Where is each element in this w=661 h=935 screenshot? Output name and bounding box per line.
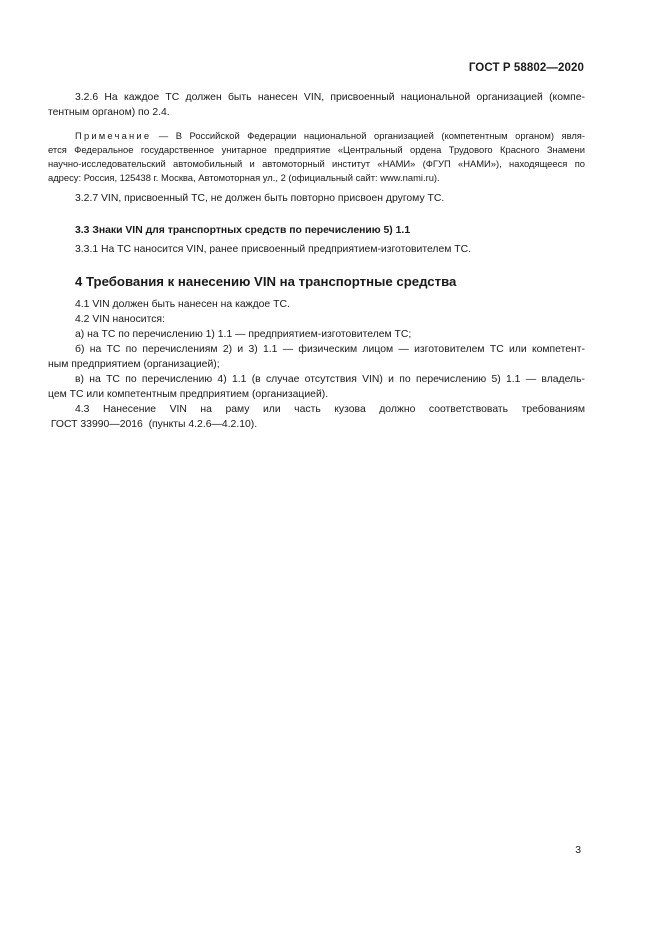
note-line1	[48, 129, 585, 143]
section-heading-3-3: 3.3 Знаки VIN для транспортных средств по перечислению 5) 1.1	[75, 225, 411, 236]
list-item-4-2-v-line2: цем ТС или компетентным предприятием (организацией).	[48, 389, 329, 400]
note-line2: ется Федеральное государственное унитарное предприятие «Центральный ордена Трудового Красного Знамени	[48, 144, 585, 155]
note-line4: адресу: Россия, 125438 г. Москва, Автомоторная ул., 2 (официальный сайт: www.nami.ru).	[48, 172, 440, 183]
paragraph-4-3-line1: 4.3 Нанесение VIN на раму или часть кузова должно соответствовать требованиям	[75, 404, 585, 415]
spacer	[48, 120, 585, 129]
paragraph-4-3-line2: ГОСТ 33990—2016 (пункты 4.2.6—4.2.10).	[48, 419, 258, 430]
list-item-4-2-a: а) на ТС по перечислению 1) 1.1 — предприятием-изготовителем ТС;	[75, 329, 412, 340]
page-number: 3	[575, 845, 581, 856]
paragraph-3-2-6-line2: тентным органом) по 2.4.	[48, 107, 170, 118]
paragraph-3-2-7: 3.2.7 VIN, присвоенный ТС, не должен быть повторно присвоен другому ТС.	[75, 193, 445, 204]
section-heading-4: 4 Требования к нанесению VIN на транспортные средства	[75, 274, 457, 289]
spacer	[48, 257, 585, 273]
spacer	[48, 206, 585, 223]
spacer	[48, 290, 585, 297]
note-line1-text: — В Российской Федерации национальной организацией (компетентным органом) явля-	[151, 130, 585, 141]
paragraph-4-2: 4.2 VIN наносится:	[75, 314, 165, 325]
paragraph-3-2-6-line1: 3.2.6 На каждое ТС должен быть нанесен VIN, присвоенный национальной организацией (компе-	[75, 92, 585, 103]
paragraph-3-3-1: 3.3.1 На ТС наносится VIN, ранее присвоенный предприятием-изготовителем ТС.	[75, 244, 472, 255]
page-body	[48, 90, 585, 432]
note-line3: научно-исследовательский автомобильный и автомоторный институт «НАМИ» (ФГУП «НАМИ»), находящееся по	[48, 158, 585, 169]
list-item-4-2-b-line1: б) на ТС по перечислениям 2) и 3) 1.1 — физическим лицом — изготовителем ТС или компетент-	[75, 344, 585, 355]
list-item-4-2-v-line1: в) на ТС по перечислению 4) 1.1 (в случае отсутствия VIN) и по перечислению 5) 1.1 — владель-	[75, 374, 585, 385]
document-code: ГОСТ Р 58802—2020	[468, 62, 584, 74]
note-label: Примечание	[75, 130, 152, 141]
list-item-4-2-b-line2: ным предприятием (организацией);	[48, 359, 220, 370]
paragraph-4-1: 4.1 VIN должен быть нанесен на каждое ТС.	[75, 299, 290, 310]
